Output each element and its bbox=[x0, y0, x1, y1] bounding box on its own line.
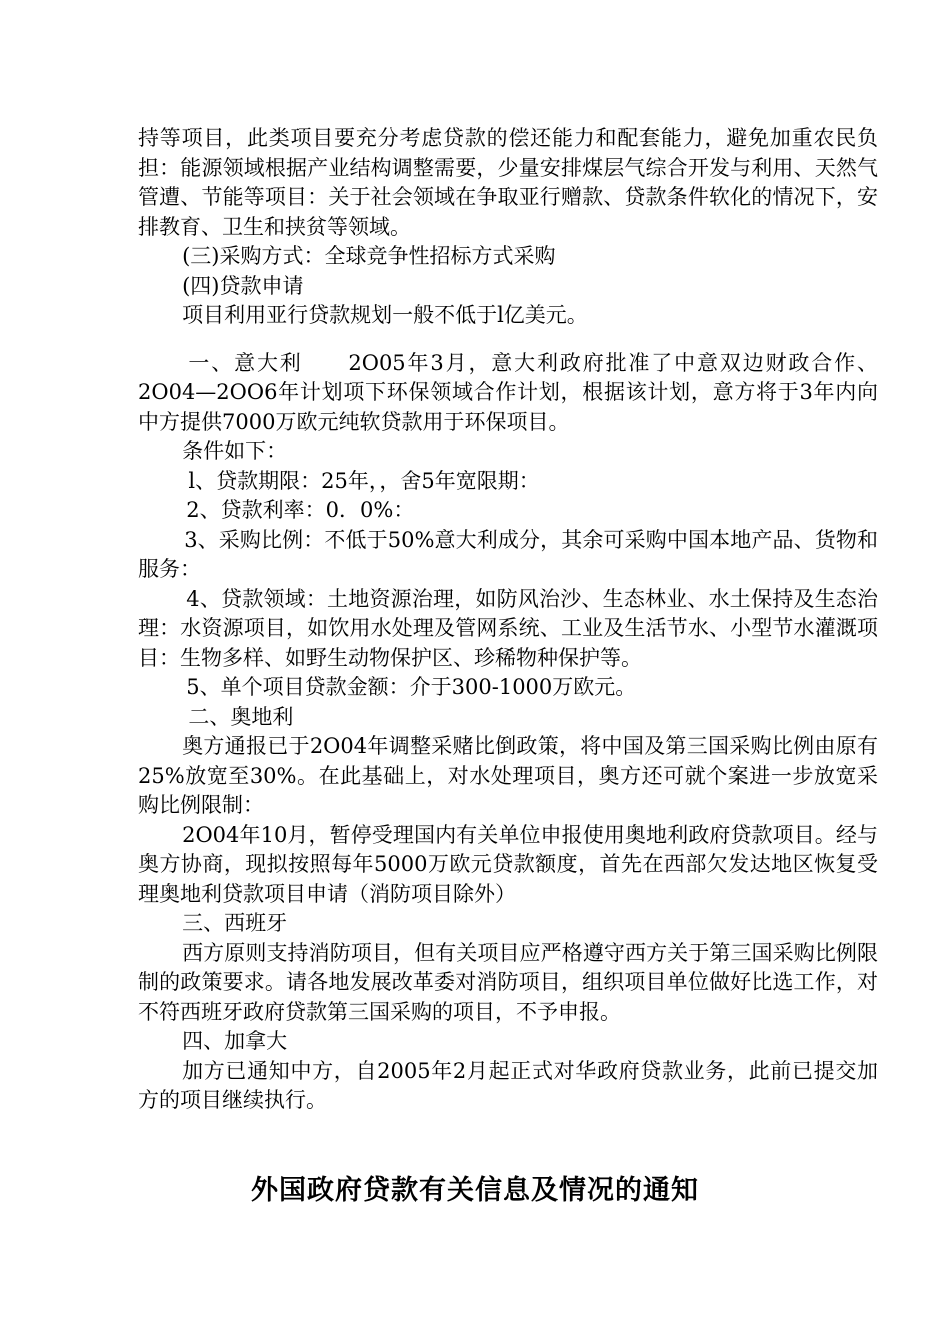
paragraph-loan-fields: 4、贷款领域：土地资源治理，如防风治沙、生态林业、水土保持及生态治理：水资源项目，如饮用水处理及管网系统、工业及生活节水、小型节水灌溉项目：生物多样、如野生动物保护区、珍稀物种保护等。 bbox=[138, 586, 878, 670]
paragraph-continued-projects: 持等项目，此类项目要充分考虑贷款的偿还能力和配套能力，避免加重农民负担：能源领域根据产业结构调整需要，少量安排煤层气综合开发与利用、天然气管遭、节能等项目：关于社会领域在争取亚行赠款、贷款条件软化的情况下，安排教育、卫生和挟贫等领域。 bbox=[138, 126, 878, 239]
paragraph-spain-policy: 西方原则支持消防项目，但有关项目应严格遵守西方关于第三国采购比例限制的政策要求。请各地发展改革委对消防项目，组织项目单位做好比选工作，对不符西班牙政府贷款第三国采购的项目，不予申报。 bbox=[138, 940, 878, 1024]
paragraph-canada-heading: 四、加拿大 bbox=[182, 1029, 288, 1053]
paragraph-gap bbox=[138, 331, 878, 349]
paragraph-procurement-ratio: 3、采购比例：不低于50%意大利成分，其余可采购中国本地产品、货物和服务： bbox=[138, 527, 878, 581]
paragraph-conditions: 条件如下： bbox=[182, 439, 288, 463]
paragraph-austria-application: 2O04年10月，暂停受理国内有关单位申报使用奥地利政府贷款项目。经与奥方协商，现拟按照每年5000万欧元贷款额度，首先在西部欠发达地区恢复受理奥地利贷款项目申请（消防项目除外） bbox=[138, 822, 878, 906]
document-body bbox=[138, 124, 878, 1116]
paragraph-procurement-method: (三)采购方式：全球竞争性招标方式采购 bbox=[182, 244, 556, 268]
paragraph-loan-amount: 5、单个项目贷款金额：介于300-1000万欧元。 bbox=[186, 675, 637, 699]
paragraph-italy: 一、意大利 2O05年3月，意大利政府批准了中意双边财政合作、2O04—2OO6年计划项下环保领域合作计划，根据该计划，意方将于3年内向中方提供7000万欧元纯软贷款用于环保项目。 bbox=[138, 350, 878, 434]
paragraph-loan-application-heading: (四)贷款申请 bbox=[182, 273, 304, 298]
paragraph-loan-rate: 2、贷款利率：0．0%： bbox=[186, 498, 415, 522]
paragraph-austria-heading: 二、奥地利 bbox=[188, 704, 294, 729]
paragraph-spain-heading: 三、西班牙 bbox=[182, 911, 288, 935]
paragraph-canada-policy: 加方已通知中方，自2005年2月起正式对华政府贷款业务，此前已提交加方的项目继续执行。 bbox=[138, 1058, 878, 1112]
paragraph-austria-policy: 奥方通报已于2O04年调整采赌比倒政策，将中国及第三国采购比例由原有25%放宽至30%。在此基础上，对水处理项目，奥方还可就个案进一步放宽采购比例限制： bbox=[138, 734, 878, 817]
paragraph-loan-term: l、贷款期限：25年，，舍5年宽限期： bbox=[188, 468, 540, 493]
paragraph-loan-scale: 项目利用亚行贷款规划一般不低于l亿美元。 bbox=[182, 303, 588, 327]
document-title: 外国政府贷款有关信息及情况的通知 bbox=[251, 1175, 699, 1206]
